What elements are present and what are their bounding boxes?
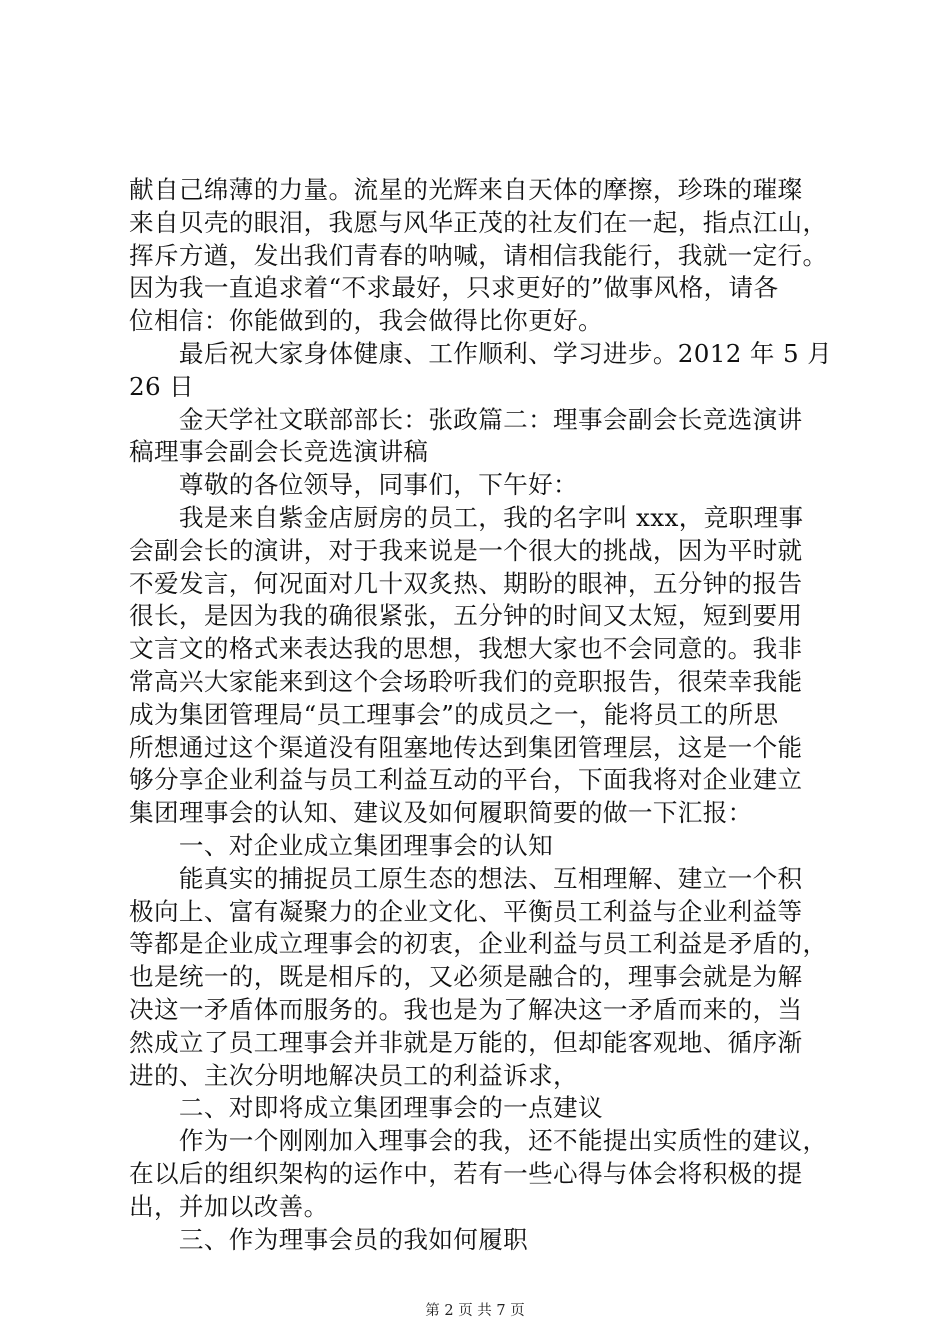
text-line: 够分享企业利益与员工利益互动的平台，下面我将对企业建立 (129, 765, 803, 795)
text-line: 文言文的格式来表达我的思想，我想大家也不会同意的。我非 (129, 634, 803, 664)
text-line: 成为集团管理局“员工理事会”的成员之一，能将员工的所思 (129, 699, 779, 729)
text-line: 26 日 (129, 371, 195, 401)
text-line: 集团理事会的认知、建议及如何履职简要的做一下汇报： (129, 798, 753, 828)
text-line: 出，并加以改善。 (129, 1191, 329, 1221)
text-line: 能真实的捕捉员工原生态的想法、互相理解、建立一个积 (129, 863, 803, 893)
text-line: 决这一矛盾体而服务的。我也是为了解决这一矛盾而来的，当 (129, 994, 803, 1024)
text-line: 也是统一的，既是相斥的，又必须是融合的，理事会就是为解 (129, 962, 803, 992)
text-line: 稿理事会副会长竞选演讲稿 (129, 437, 429, 467)
text-line: 献自己绵薄的力量。流星的光辉来自天体的摩擦，珍珠的璀璨 (129, 175, 803, 204)
document-body (129, 174, 833, 1256)
text-line: 会副会长的演讲，对于我来说是一个很大的挑战，因为平时就 (129, 535, 803, 565)
text-line: 金天学社文联部部长：张政篇二：理事会副会长竞选演讲 (129, 404, 803, 434)
text-line: 在以后的组织架构的运作中，若有一些心得与体会将积极的提 (129, 1158, 803, 1188)
text-line: 来自贝壳的眼泪，我愿与风华正茂的社友们在一起，指点江山， (129, 207, 828, 237)
text-line: 所想通过这个渠道没有阻塞地传达到集团管理层，这是一个能 (129, 732, 803, 762)
section-heading: 二、对即将成立集团理事会的一点建议 (129, 1093, 603, 1123)
text-line: 挥斥方遒，发出我们青春的呐喊，请相信我能行，我就一定行。 (129, 240, 828, 270)
section-heading: 一、对企业成立集团理事会的认知 (129, 830, 554, 860)
text-line: 我是来自紫金店厨房的员工，我的名字叫 xxx，竞职理事 (129, 502, 804, 532)
text-line: 位相信：你能做到的，我会做得比你更好。 (129, 306, 603, 336)
text-line: 常高兴大家能来到这个会场聆听我们的竞职报告，很荣幸我能 (129, 666, 803, 696)
text-line: 作为一个刚刚加入理事会的我，还不能提出实质性的建议， (129, 1126, 828, 1156)
text-line: 最后祝大家身体健康、工作顺利、学习进步。2012 年 5 月 (129, 338, 833, 368)
text-line: 极向上、富有凝聚力的企业文化、平衡员工利益与企业利益等 (129, 896, 803, 926)
text-line: 因为我一直追求着“不求最好，只求更好的”做事风格，请各 (129, 273, 779, 303)
text-line: 尊敬的各位领导，同事们，下午好： (129, 470, 578, 500)
text-line: 不爱发言，何况面对几十双炙热、期盼的眼神，五分钟的报告 (129, 568, 803, 598)
text-line: 等都是企业成立理事会的初衷，企业利益与员工利益是矛盾的， (129, 929, 828, 959)
page-number-footer: 第 2 页 共 7 页 (425, 1303, 525, 1319)
section-heading: 三、作为理事会员的我如何履职 (129, 1224, 529, 1254)
text-line: 很长，是因为我的确很紧张，五分钟的时间又太短，短到要用 (129, 601, 803, 631)
text-line: 进的、主次分明地解决员工的利益诉求， (129, 1060, 578, 1090)
text-line: 然成立了员工理事会并非就是万能的，但却能客观地、循序渐 (129, 1027, 803, 1057)
